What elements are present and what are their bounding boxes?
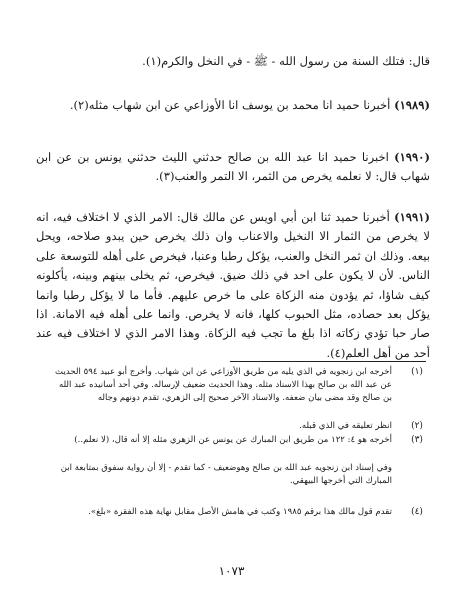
hadith-number: (١٩٩١) [394,210,430,224]
paragraph-text: أخبرنا حميد انا محمد بن يوسف انا الأوزاعي عن ابن شهاب مثله(٢). [69,98,395,112]
footnote-label: (٣) [411,435,423,445]
footnote-label: (١) [411,367,423,377]
footnote-2: انظر تعليقه في الذي قبله. [299,421,392,431]
footnote-divider [230,361,426,362]
footnote-3-continuation: وفي إسناد ابن زنجويه عبد الله بن صالح وهوضعيف - كما تقدم - إلا أن رواية سفوق بمتابعة ابن المبارك التي أخرجها البيهقي. [60,463,392,487]
paragraph-text: قال: فتلك السنة من رسول الله - ﷺ - في النخل والكرم(١). [142,54,430,68]
page-number: ١٠٧٣ [218,564,245,578]
footnote-4: تقدم قول مالك هذا برقم ١٩٨٥ وكتب في هامش الأصل مقابل نهاية هذه الفقرة «بلغ». [88,507,392,517]
footnote-3: أخرجه هو ٤: ١٢٢ من طريق ابن المبارك عن يونس عن الزهري مثله إلا أنه قال، (لا نعلم..) [74,435,392,445]
footnote-1: أخرجه ابن زنجويه في الذي يليه من طريق الأوزاعي عن ابن شهاب. وأخرج أبو عبيد ٥٩٤ الحديث عن عبد الله بن صالح بهذا الاسناد مثله. وهذا الحديث ضعيف لإرساله. وفي أحد أسانيده عبد الله بن صالح وقد مضى بيان ضعفه. والاسناد الآخر صحيح إلى الزهري، تقدم دونهم وجاله [55,367,392,404]
hadith-number: (١٩٩٠) [394,150,430,164]
footnote-label: (٢) [411,421,423,431]
paragraph-1990 [36,148,430,187]
footnote-label: (٤) [411,507,423,517]
paragraph-text: أخبرنا حميد ثنا ابن أبي اويس عن مالك قال: الامر الذي لا اختلاف فيه، انه لا يخرص من الثمار الا النخيل والاعناب وان ذلك يخرص حين يبدو صلاحه، ويحل بيعه. وذلك ان ثمر النخل والعنب، يؤكل رطبا وعنبا، فيخرص على أهله للتوسعة على الناس. لأن لا يكون على احد في ذلك ضيق. فيخرص، ثم يخلى بينهم وبينه، يأكلونه كيف شاؤا، ثم يؤدون منه الزكاة على ما خرص عليهم. فأما ما لا يؤكل رطبا وانما يؤكل بعد حصاده، مثل الحبوب كلها، فانه لا يخرص. وانما على أهله فيه الامانة. اذا صار حبا تؤدي زكاته اذا بلغ ما تجب فيه الزكاة. وهذا الامر الذي لا اختلاف فيه عند أحد من أهل العلم(٤). [36,210,430,360]
paragraph-1989 [36,96,430,115]
paragraph-1991 [36,208,430,363]
hadith-number: (١٩٨٩) [394,98,430,112]
paragraph-intro [36,52,430,71]
paragraph-text: اخبرنا حميد انا عبد الله بن صالح حدثني الليث حدثني يونس بن عن ابن شهاب قال: لا نعلمه يخرص من الثمر، الا التمر والعنب(٣). [36,150,430,184]
